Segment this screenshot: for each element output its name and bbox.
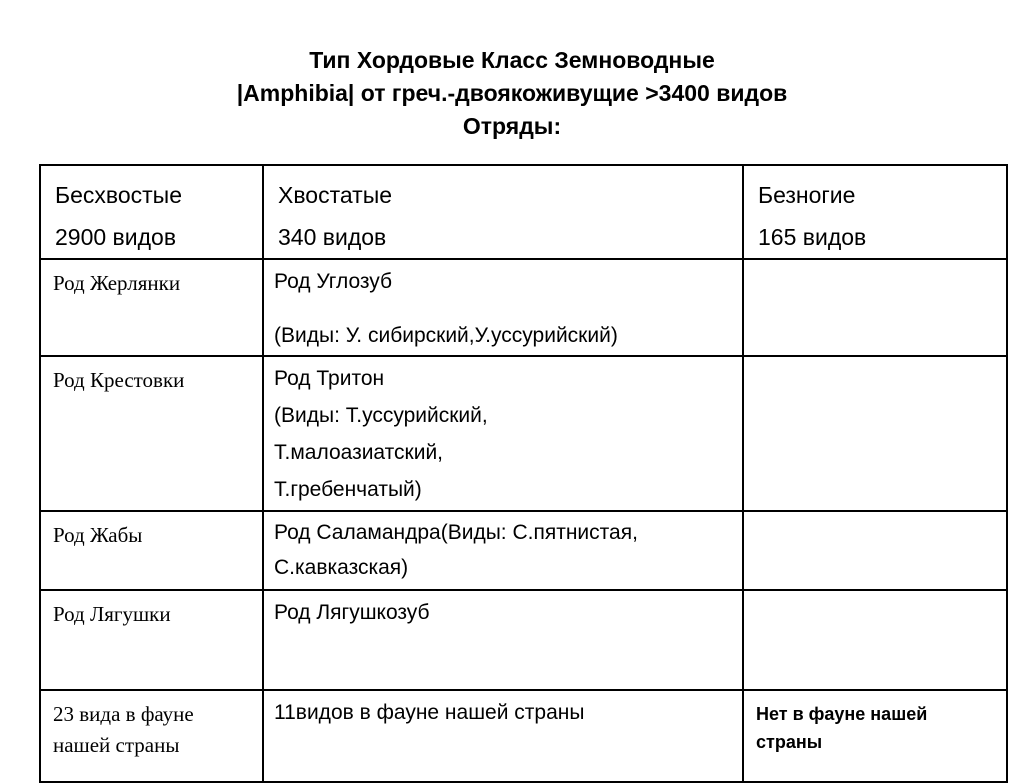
cell-text: С.кавказская): [274, 556, 409, 579]
title-line-3: Отряды:: [462, 113, 562, 139]
table-cell: [263, 511, 743, 590]
order-name: Безногие: [758, 182, 856, 208]
cell-text: Род Углозуб: [274, 270, 393, 293]
slide-title: [0, 44, 1024, 143]
order-name: Хвостатые: [278, 182, 393, 208]
table-row: [40, 690, 1007, 782]
table-cell-empty: [743, 590, 1007, 690]
species-count: 2900 видов: [55, 224, 177, 250]
table-row: [40, 356, 1007, 511]
cell-text: Нет в фауне нашей: [756, 704, 928, 724]
table-cell: [263, 590, 743, 690]
table-cell-empty: [743, 356, 1007, 511]
table-cell: [40, 259, 263, 356]
table-header-row: [40, 165, 1007, 259]
species-count: 165 видов: [758, 224, 867, 250]
table-cell: [40, 590, 263, 690]
cell-text: страны: [756, 732, 823, 752]
cell-text: Род Саламандра(Виды: С.пятнистая,: [274, 521, 638, 544]
species-count: 340 видов: [278, 224, 387, 250]
table-row: [40, 259, 1007, 356]
table-row: [40, 511, 1007, 590]
header-cell-anura: [40, 165, 263, 259]
cell-text: нашей страны: [53, 733, 180, 757]
header-cell-apoda: [743, 165, 1007, 259]
cell-text: Род Лягушки: [53, 602, 171, 626]
header-cell-caudata: [263, 165, 743, 259]
table-cell: [743, 690, 1007, 782]
title-line-2: |Amphibia| от греч.-двоякоживущие >3400 видов: [236, 80, 788, 106]
cell-text: Род Жерлянки: [53, 271, 181, 295]
cell-text: Т.гребенчатый): [274, 478, 422, 501]
cell-text: (Виды: У. сибирский,У.уссурийский): [274, 324, 618, 347]
table-cell: [40, 356, 263, 511]
cell-text: Род Жабы: [53, 523, 143, 547]
amphibia-orders-table: [39, 164, 1008, 783]
cell-text: Род Лягушкозуб: [274, 601, 430, 624]
table-cell-empty: [743, 511, 1007, 590]
cell-text: 23 вида в фауне: [53, 702, 194, 726]
title-line-1: Тип Хордовые Класс Земноводные: [309, 47, 715, 73]
table-cell: [263, 690, 743, 782]
table-cell: [263, 356, 743, 511]
table-cell-empty: [743, 259, 1007, 356]
table-cell: [263, 259, 743, 356]
table-cell: [40, 511, 263, 590]
cell-text: Род Крестовки: [53, 368, 185, 392]
cell-text: Род Тритон: [274, 367, 385, 390]
order-name: Бесхвостые: [55, 182, 182, 208]
cell-text: Т.малоазиатский,: [274, 441, 444, 464]
table-cell: [40, 690, 263, 782]
table-row: [40, 590, 1007, 690]
cell-text: (Виды: Т.уссурийский,: [274, 404, 488, 427]
cell-text: 11видов в фауне нашей страны: [274, 701, 585, 724]
